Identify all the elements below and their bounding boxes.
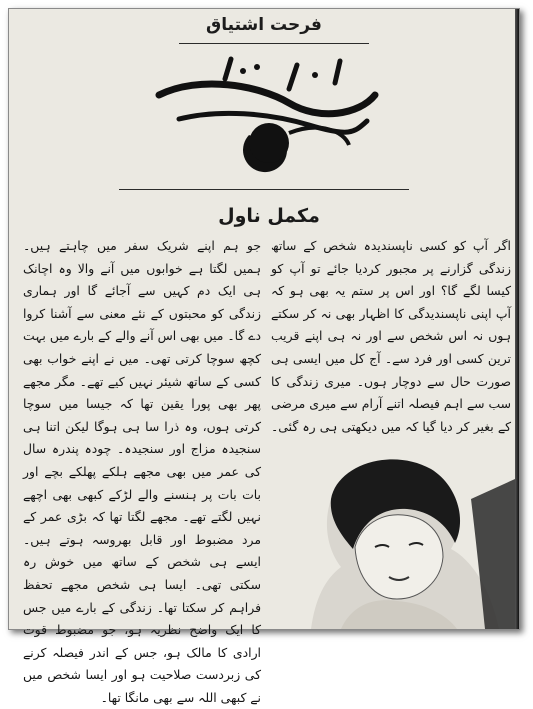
title-calligraphy (139, 55, 389, 175)
article-column-left (23, 235, 261, 705)
title-divider (119, 189, 409, 190)
magazine-page (8, 8, 520, 705)
article-text-left: جو ہم اپنے شریک سفر میں چاہتے ہیں۔ ہمیں لگتا ہے خوابوں میں آنے والا وہ اچانک ہی ایک دم کہیں سے آجائے گا اور ہماری زندگی کو محبتوں کے نئے معنی سے آشنا کروا دے گا۔ میں بھی اس آنے والے کے بارے میں بہت کچھ سوچا کرتی تھی۔ میں نے اپنے خواب بھی کسی کے ساتھ شیئر نہیں کیے تھے۔ مگر مجھے پھر بھی پورا یقین تھا کہ جیسا میں سوچا کرتی ہوں، وہ ذرا سا ہی ہوگا لیکن اتنا ہی سنجیدہ مزاج اور سنجیدہ۔ چودہ پندرہ سال کی عمر میں بھی مجھے ہلکے پھلکے بچے اور بات بات پر ہنسنے والے لڑکے کبھی بھی اچھے نہیں لگتے تھے۔ مجھے لگتا تھا کہ بڑی عمر کے مرد مضبوط اور قابل بھروسہ ہوتے ہیں۔ ایسے ہی شخص کے ساتھ میں خوش رہ سکتی تھی۔ ایسا ہی شخص مجھے تحفظ فراہم کر سکتا تھا۔ زندگی کے بارے میں جس کا ایک واضح نظریہ ہو، جو مضبوط قوت ارادی کا مالک ہو، جس کے اندر فیصلہ کرنے کی زبردست صلاحیت ہو اور ایسا شخص میں نے کبھی اللہ سے بھی مانگا تھا۔ (23, 238, 261, 705)
woman-illustration (271, 439, 515, 629)
author-name: فرحت اشتیاق (206, 15, 322, 35)
author-underline (179, 43, 369, 44)
article-text-right: اگر آپ کو کسی ناپسندیدہ شخص کے ساتھ زندگی گزارنے پر مجبور کردیا جائے تو آپ کو کیسا لگے گا؟ اور اس پر ستم یہ بھی ہو کہ آپ اپنی ناپسندیدگی کا اظہار بھی نہ کر سکتے ہوں نہ اس شخص سے اور نہ ہی اپنے قریب ترین کسی اور فرد سے۔ آج کل میں ایسی ہی صورت حال سے دوچار ہوں۔ میری زندگی کا سب سے اہم فیصلہ اتنے آرام سے میری مرضی کے بغیر کر دیا گیا کہ میں دیکھتی ہی رہ گئی۔ (271, 238, 511, 434)
novel-label: مکمل ناول (218, 205, 320, 227)
page-edge-shadow (515, 9, 519, 629)
